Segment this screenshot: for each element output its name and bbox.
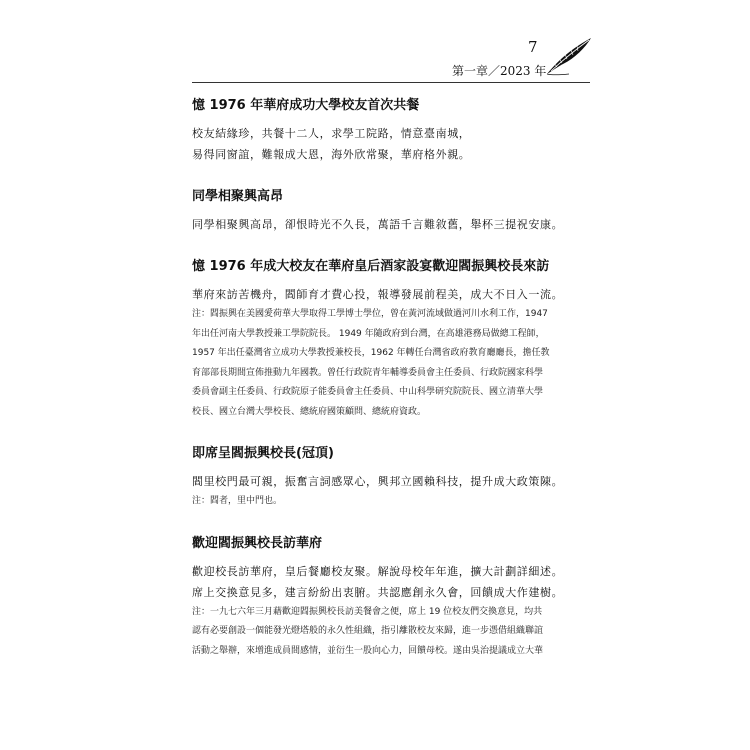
quill-pen-icon [545,36,593,76]
page-content [192,97,602,684]
running-head: 第一章／2023 年 [452,64,547,78]
poem-title: 歡迎閻振興校長訪華府 [192,535,323,551]
poem-note-line: 注：一九七六年三月藉歡迎閻振興校長訪美餐會之便，席上 19 位校友們交換意見，均共 [192,606,543,617]
poem-title: 即席呈閻振興校長(冠頂) [192,446,334,461]
poem-note-line: 1957 年出任臺灣省立成功大學教授兼校長，1962 年轉任台灣省政府教育廳廳長，擔任教 [192,348,550,358]
poem-line: 閻里校門最可親，振奮言詞感眾心，興邦立國賴科技，提升成大政策陳。 [192,475,564,488]
poem-line: 易得同窗誼，難報成大恩，海外欣常聚，華府格外親。 [192,148,471,161]
poem-note-line: 認有必要創設一個能發光燈塔般的永久性組織，指引離散校友來歸，進一步憑借組織聯誼 [192,626,544,636]
poem-note-line: 育部部長期間宣佈推動九年國教。曾任行政院青年輔導委員會主任委員、行政院國家科學 [192,367,544,378]
poem-section [192,97,602,165]
poem-line: 同學相聚興高昂，卻恨時光不久長，萬語千言難敘舊，舉杯三提祝安康。 [192,218,564,231]
poem-title: 憶 1976 年華府成功大學校友首次共餐 [192,98,420,113]
poem-note-line: 委員會副主任委員、行政院原子能委員會主任委員、中山科學研究院院長、國立清華大學 [192,387,544,397]
poem-title: 憶 1976 年成大校友在華府皇后酒家設宴歡迎閻振興校長來訪 [192,259,550,274]
poem-section [192,535,602,662]
poem-note-line: 活動之舉辦，來增進成員間感情，並衍生一股向心力，回饋母校。遂由吳治提議成立大華 [192,645,544,656]
header-rule [192,82,590,83]
poem-note-line: 注：閻者，里中門也。 [192,496,283,506]
poem-note-line: 注：閻振興在美國愛荷華大學取得工學博士學位，曾在黃河流域做過河川水利工作，1947 [192,309,548,319]
poem-line: 華府來訪苦機舟，閻師育才費心投，報導發展前程美，成大不日入一流。 [192,288,564,301]
poem-section [192,188,602,235]
poem-title: 同學相聚興高昂 [192,189,284,204]
poem-section [192,445,602,512]
poem-note-line: 校長、國立台灣大學校長、總統府國策顧問、總統府資政。 [192,406,427,417]
poem-note-line: 年出任河南大學教授兼工學院院長。 1949 年隨政府到台灣，在高雄港務局做總工程師， [192,328,545,339]
poem-line: 席上交換意見多，建言紛紛出衷腑。共認應創永久會，回饋成大作建樹。 [192,585,564,599]
poem-line: 校友結緣珍，共餐十二人，求學工院路，情意臺南城， [192,127,471,140]
poem-section [192,258,602,422]
poem-line: 歡迎校長訪華府，皇后餐廳校友聚。解說母校年年進，擴大計劃詳細述。 [192,564,564,578]
page-number: 7 [528,38,538,56]
